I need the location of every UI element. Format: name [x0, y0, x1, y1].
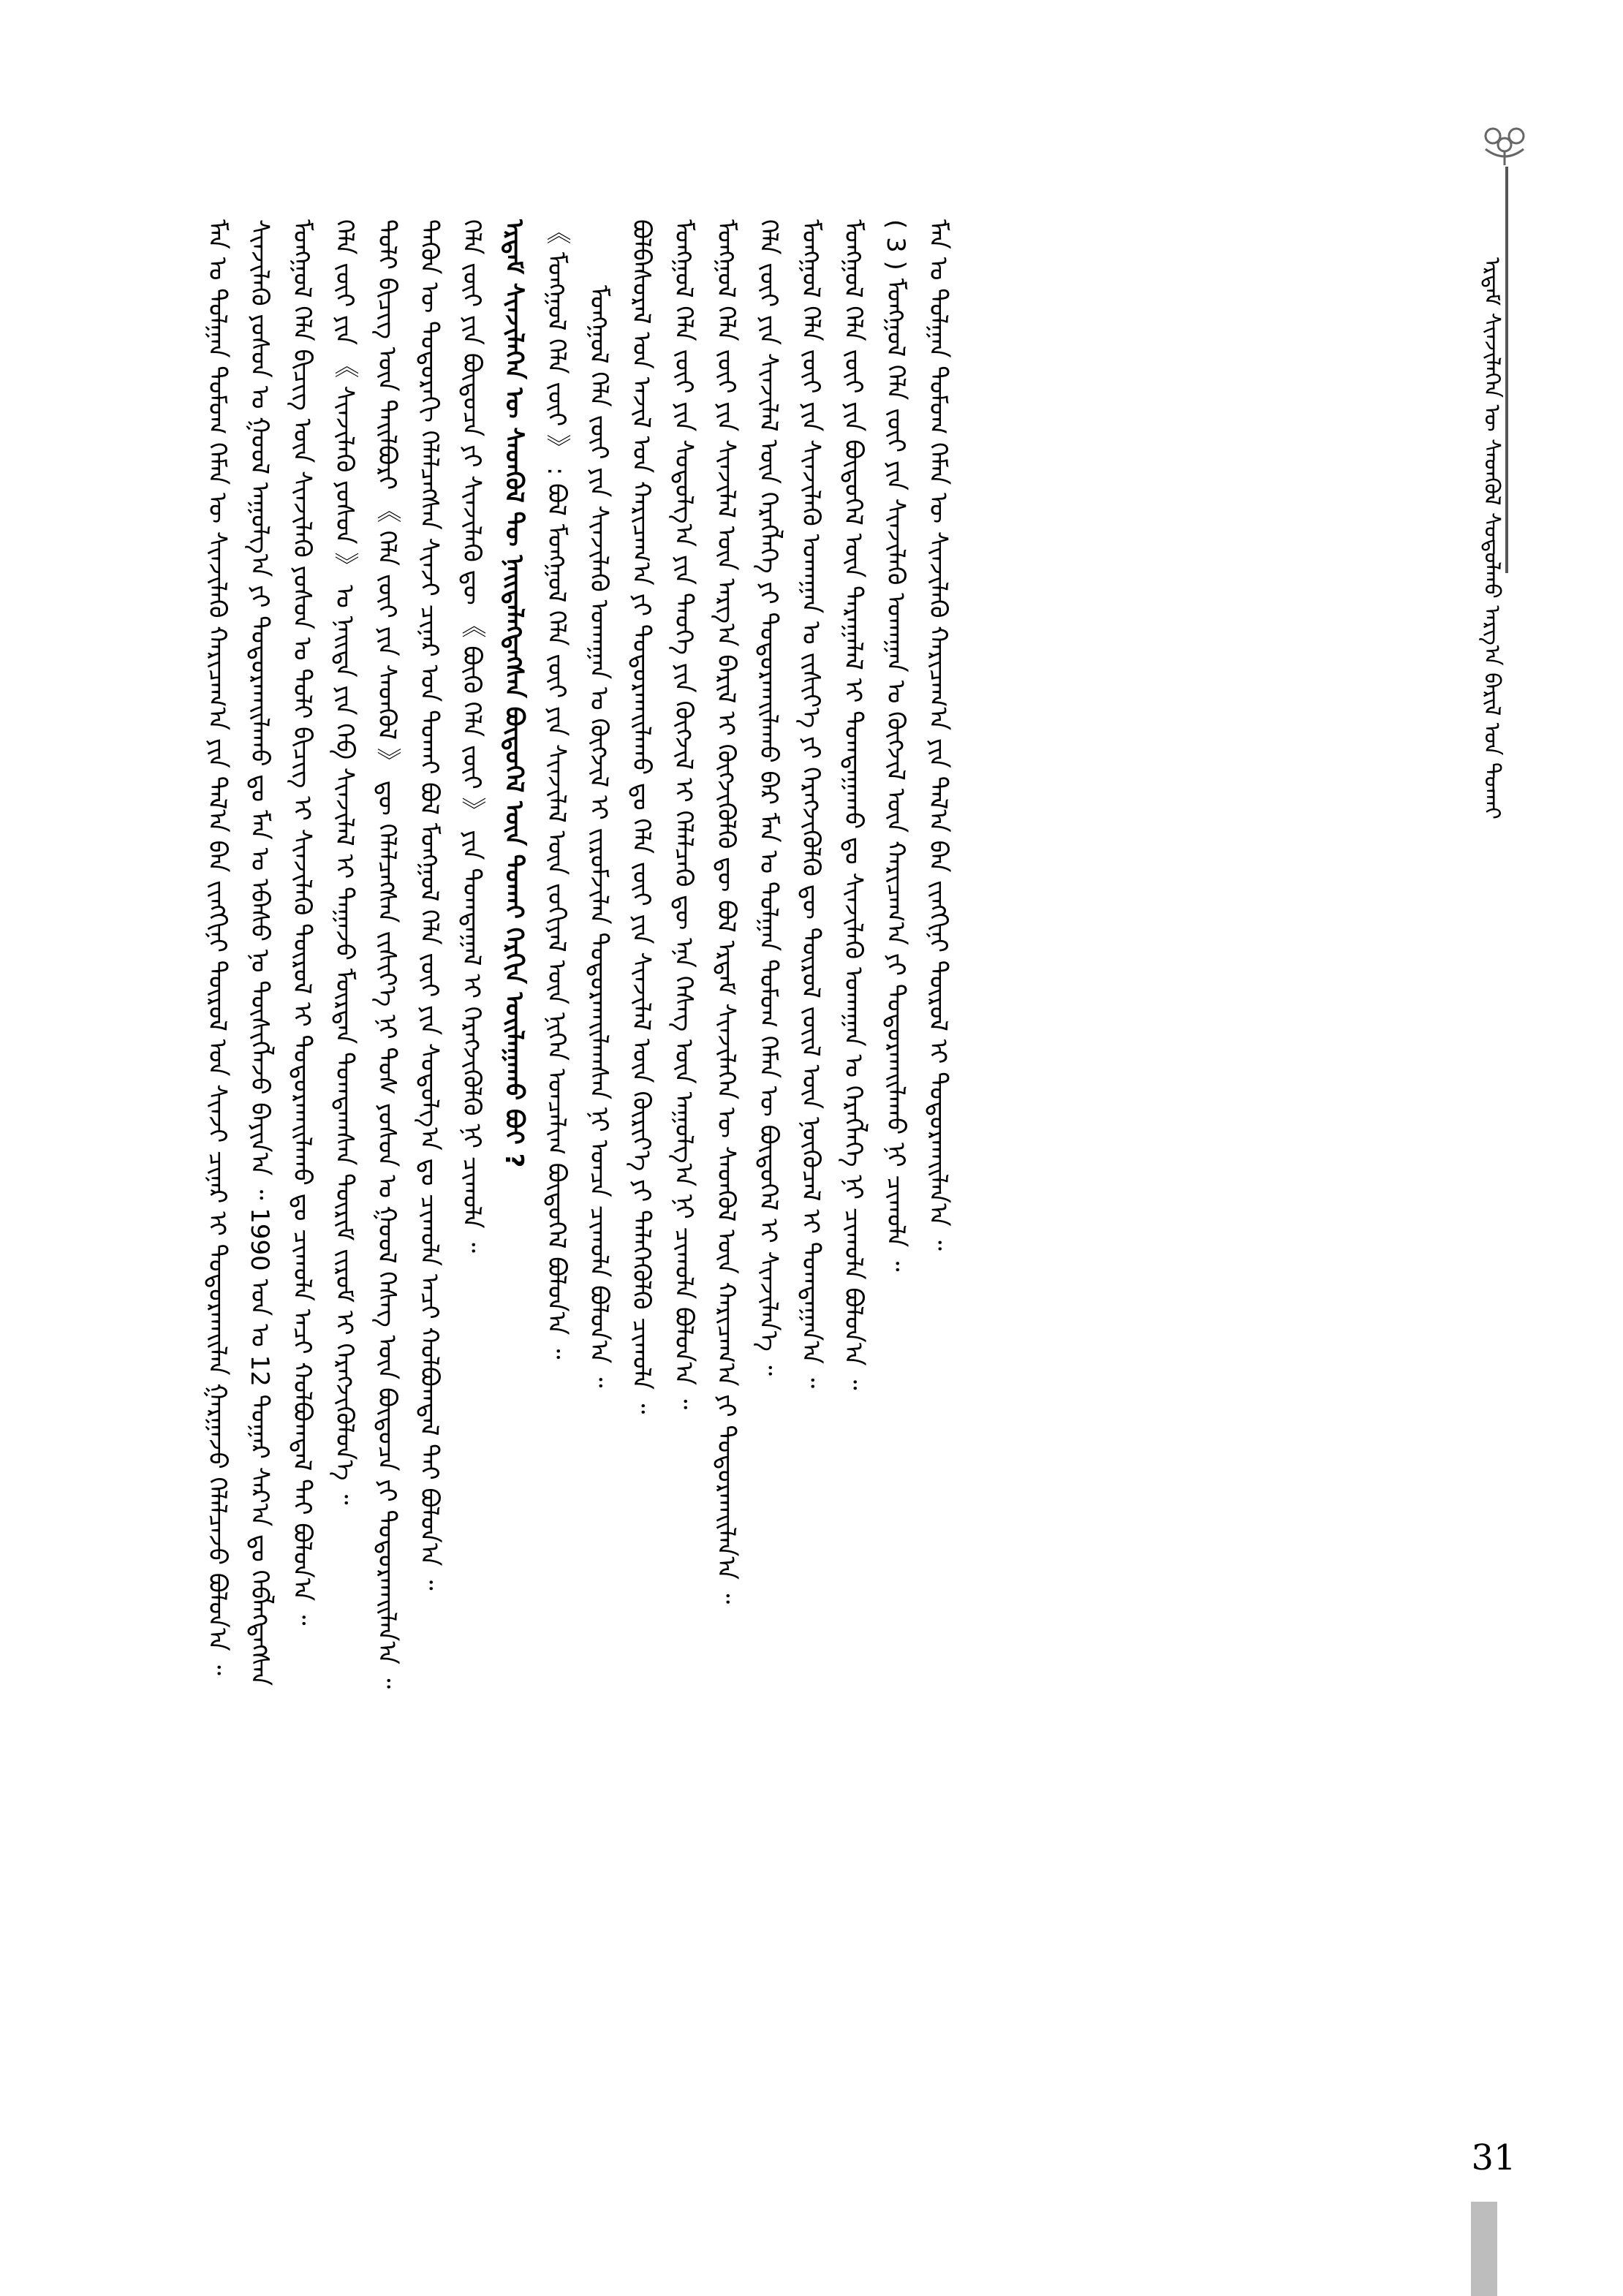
text-column: ᠮᠠᠨ ᠤ ᠲᠤᠯᠭᠠᠨ ᠳᠣᠮᠣᠭ ᠬᠡᠮᠡᠨ ᠦ ᠰᠢᠨᠵᠢᠯᠡᠬᠦ ᠬᠠᠷᠢᠴᠠᠭ᠎ᠠ ᠶᠢᠨ ᠲᠠᠯ᠎ᠠ ᠪᠠᠨ ᠵᠢᠩᠬᠢᠨᠢ ᠲᠦᠷᠦᠯ ᠢ ᠲᠣᠳᠣᠷᠬᠠᠢᠯᠠᠨ᠎ᠠ ᠃	[923, 219, 953, 1251]
body-text	[196, 219, 1468, 2061]
text-column: ᠮᠣᠩᠭᠣᠯ ᠬᠡᠯᠡ ᠵᠦᠢ ᠶᠢᠨ ᠰᠢᠨᠵᠢᠯᠡᠬᠦ ᠤᠬᠠᠭᠠᠨ ᠤ ᠵᠢᠱᠢᠶ᠎ᠡ ᠶᠢ ᠬᠡᠷᠡᠭᠵᠢᠭᠦᠯᠬᠦ ᠳᠦ ᠲᠦᠷᠦᠯ ᠵᠦᠢᠯ ᠦᠨ ᠨᠥᠬᠦᠴᠡᠯ ᠢ ᠲᠣᠭᠲᠠᠭᠠᠨ᠎ᠠ ᠃	[796, 219, 825, 1389]
text-column: ᠰᠢᠨᠵᠢᠯᠡᠬᠦ ᠶᠣᠰᠤᠨ ᠤ ᠭᠣᠣᠯ ᠠᠭᠤᠯᠭ᠎ᠠ ᠶᠢ ᠲᠣᠳᠣᠷᠬᠠᠢᠯᠠᠬᠤ ᠳᠤ ᠮᠠᠨ ᠤ ᠡᠪᠡᠰᠦ ᠨᠤ ᠲᠦᠰᠢᠭᠯᠡᠵᠦ ᠪᠠᠶᠢᠨ᠎ᠠ ᠃ 1990 ᠣᠨ ᠤ 12 ᠳᠤᠭᠠᠷ ᠰᠠᠷ᠎ᠠ ᠳᠤ ᠬᠡᠪᠯᠡᠭᠳᠡᠭᠰᠡᠨ	[245, 219, 274, 1686]
text-column: ᠮᠣᠩᠭᠣᠯ ᠬᠡᠯᠡ ᠪᠢᠴᠢᠭ ᠦᠨ ᠰᠢᠨᠵᠢᠯᠡᠬᠦ ᠶᠣᠰᠤᠨ ᠤ ᠲᠣᠯᠢ ᠪᠢᠴᠢᠭ ᠢ ᠰᠢᠨᠵᠢᠯᠡᠬᠦ ᠲᠦᠷᠦᠯ ᠢ ᠲᠣᠳᠣᠷᠬᠠᠢᠯᠠᠬᠤ ᠳᠤ ᠴᠢᠬᠤᠯᠠ ᠠᠴᠢ ᠬᠣᠯᠪᠣᠭᠳᠠᠯ ᠲᠠᠢ ᠪᠣᠯᠤᠨ᠎ᠠ ᠃	[287, 219, 317, 1626]
text-column: 《 ᠮᠣᠩᠭᠣᠯ ᠬᠡᠯᠡ ᠵᠦᠢ 》 : ᠪᠣᠯ ᠮᠣᠩᠭᠣᠯ ᠬᠡᠯᠡ ᠵᠦᠢ ᠶᠢᠨ ᠰᠢᠨᠵᠢᠯᠡᠯ ᠦᠨ ᠵᠣᠬᠢᠶᠠᠯ ᠦᠨ ᠨᠢᠭᠡᠨ ᠣᠨᠴᠠᠯᠢᠭ ᠪᠦᠲᠦᠭᠡᠯ ᠪᠣᠯᠤᠨ᠎ᠠ ᠃	[542, 219, 571, 1360]
text-column: ᠮᠣᠩᠭᠣᠯ ᠬᠡᠯᠡ ᠵᠦᠢ ᠶᠢᠨ ᠰᠢᠨᠵᠢᠯᠡᠯ ᠦᠨ ᠠᠷᠭ᠎ᠠ ᠪᠠᠷᠢᠯ ᠢ ᠬᠥᠭᠵᠢᠭᠦᠯᠬᠦ ᠳᠦ ᠪᠣᠯ ᠡᠷᠳᠡᠮ ᠰᠢᠨᠵᠢᠯᠡᠭᠡᠨ ᠦ ᠰᠡᠳᠭᠦᠯ ᠦᠨ ᠬᠠᠷᠢᠴᠠᠭ᠎ᠠ ᠶᠢ ᠲᠣᠳᠣᠷᠬᠠᠢᠯᠠᠨ᠎ᠠ ᠃	[711, 219, 741, 1604]
text-column: ᠬᠡᠯᠡ ᠵᠦᠢ ᠶᠢᠨ 《 ᠰᠢᠨᠵᠢᠯᠡᠬᠦ ᠶᠣᠰᠤᠨ 》 ᠤ ᠨᠡᠢᠲᠡ ᠶᠢᠨ ᠬᠡᠪ ᠰᠢᠨᠵᠢᠯᠡᠯ ᠢ ᠳᠠᠭᠠᠵᠤ ᠮᠥᠷᠳᠡᠨ ᠲᠣᠭᠲᠠᠭᠰᠠᠨ ᠳᠦᠷᠢᠮ ᠵᠢᠷᠤᠮ ᠢ ᠬᠡᠷᠡᠭᠵᠢᠭᠦᠯᠦᠨ᠎ᠡ ᠃	[330, 219, 359, 1505]
text-column: ᠮᠣᠩᠭᠣᠯ ᠬᠡᠯᠡ ᠵᠦᠢ ᠶᠢᠨ ᠰᠤᠳᠤᠯᠭ᠎ᠠ ᠶᠢᠨ ᠲᠡᠦᠬᠡ ᠶᠢᠨ ᠬᠥᠭᠵᠢᠯ ᠢ ᠬᠡᠯᠡᠯᠴᠡᠬᠦ ᠳᠦ ᠡᠨᠡ ᠬᠡᠰᠡᠭ ᠦᠨ ᠠᠭᠤᠯᠭ᠎ᠠ ᠨᠢ ᠴᠢᠬᠤᠯᠠ ᠪᠣᠯᠤᠨ᠎ᠠ ᠃	[669, 219, 698, 1410]
page-number: 31	[1471, 2137, 1516, 2178]
text-column: ᠲᠡᠭᠦᠨ ᠦ ᠳᠣᠲᠣᠷᠠᠬᠢ ᠬᠡᠯᠡᠯᠴᠡᠭᠰᠡᠨ ᠰᠢᠨᠵᠢ ᠴᠢᠨᠠᠷ ᠤᠨ ᠲᠤᠬᠠᠢ ᠪᠣᠯ ᠮᠣᠩᠭᠣᠯ ᠬᠡᠯᠡ ᠵᠦᠢ ᠶᠢᠨ ᠰᠤᠳᠤᠯᠭ᠎ᠠ ᠳᠤ ᠴᠢᠬᠤᠯᠠ ᠠᠴᠢ ᠬᠣᠯᠪᠣᠭᠳᠠᠯ ᠲᠠᠢ ᠪᠣᠯᠤᠨ᠎ᠠ ᠃	[415, 219, 444, 1591]
text-column: ᠪᠣᠯᠪᠠᠰᠤᠷᠠᠯ ᠤᠨ ᠠᠵᠢᠯ ᠤᠨ ᠬᠠᠷᠢᠴᠠᠭ᠎ᠠ ᠶᠢ ᠲᠣᠳᠣᠷᠬᠠᠢᠯᠠᠬᠤ ᠳᠤ ᠬᠡᠯᠡ ᠵᠦᠢ ᠶᠢᠨ ᠰᠢᠨᠵᠢᠯᠡᠯ ᠦᠨ ᠬᠦᠷᠢᠶ᠎ᠡ ᠶᠢ ᠲᠡᠯᠡᠭᠡᠭᠦᠯᠬᠦ ᠴᠢᠬᠤᠯᠠ ᠃	[627, 219, 656, 1414]
text-column: ( 3 ) ᠮᠣᠩᠭᠣᠯ ᠬᠡᠯᠡ ᠵᠦᠢ ᠶᠢᠨ ᠰᠢᠨᠵᠢᠯᠡᠬᠦ ᠤᠬᠠᠭᠠᠨ ᠤ ᠬᠥᠭᠵᠢᠯ ᠦᠨ ᠬᠠᠷᠢᠴᠠᠭ᠎ᠠ ᠶᠢ ᠲᠣᠳᠣᠷᠬᠠᠢᠯᠠᠬᠤ ᠨᠢ ᠴᠢᠬᠤᠯᠠ ᠃	[881, 219, 910, 1272]
running-head: ᠡᠷᠳᠡᠮ ᠰᠢᠨᠵᠢᠯᠡᠭᠡᠨ ᠦ ᠰᠡᠳᠭᠦᠯ ᠰᠣᠳᠤᠯᠬᠤ ᠠᠷᠭ᠎ᠠ ᠪᠠᠷᠢᠯ ᠤᠨ ᠲᠤᠬᠠᠢ	[1479, 257, 1505, 819]
text-column: ᠮᠣᠩᠭᠣᠯ ᠬᠡᠯᠡ ᠵᠦᠢ ᠶᠢᠨ ᠪᠦᠲᠦᠭᠡᠯ ᠦᠨ ᠳᠠᠷᠠᠭᠠᠯᠠᠯ ᠢ ᠲᠣᠭᠲᠠᠭᠠᠬᠤ ᠳᠤ ᠰᠢᠨᠵᠢᠯᠡᠬᠦ ᠤᠬᠠᠭᠠᠨ ᠤ ᠬᠡᠷᠡᠭᠯᠡᠭᠡ ᠨᠢ ᠴᠢᠬᠤᠯᠠ ᠪᠣᠯᠤᠨ᠎ᠠ ᠃	[839, 219, 868, 1390]
text-column: ᠬᠡᠯᠡ ᠵᠦᠢ ᠶᠢᠨ ᠪᠦᠲᠦᠴᠡ ᠶᠢ ᠰᠢᠨᠵᠢᠯᠡᠬᠦ ᠳᠦ 《 ᠪᠦᠬᠦ ᠬᠡᠯᠡ ᠵᠦᠢ 》 ᠶᠢᠨ ᠲᠣᠭᠲᠠᠭᠠᠯ ᠢ ᠬᠡᠷᠡᠭᠵᠢᠭᠦᠯᠬᠦ ᠨᠢ ᠴᠢᠬᠤᠯᠠ ᠃	[457, 219, 486, 1253]
ornament-icon	[1475, 123, 1534, 167]
paragraph-start: ᠮᠣᠩᠭᠣᠯ ᠬᠡᠯᠡ ᠵᠦᠢ ᠶᠢᠨ ᠰᠢᠨᠵᠢᠯᠡᠬᠦ ᠤᠬᠠᠭᠠᠨ ᠤ ᠬᠥᠭᠵᠢᠯ ᠢ ᠵᠢᠷᠤᠮᠵᠢᠯᠠᠨ ᠲᠣᠳᠣᠷᠬᠠᠢᠯᠠᠭᠰᠠᠨ ᠨᠢ ᠣᠨᠴᠠ ᠴᠢᠬᠤᠯᠠ ᠪᠣᠯᠤᠨ᠎ᠠ ᠃	[584, 285, 613, 1388]
text-column: ᠲᠣᠯᠢ ᠪᠢᠴᠢᠭ ᠦᠨ ᠲᠠᠢᠯᠪᠤᠷᠢ 《 ᠬᠡᠯᠡ ᠵᠦᠢ ᠶᠢᠨ ᠰᠡᠳᠬᠦᠯ 》 ᠳᠦ ᠬᠡᠯᠡᠯᠴᠡᠭᠰᠡᠨ ᠵᠢᠱᠢᠶ᠎ᠡ ᠨᠢ ᠲᠤᠰ ᠶᠣᠰᠤᠨ ᠤ ᠭᠣᠣᠯ ᠬᠡᠰᠡᠭ ᠦᠨ ᠪᠦᠲᠦᠴᠡ ᠶᠢ ᠲᠣᠳᠣᠷᠬᠠᠢᠯᠠᠨ᠎ᠠ ᠃	[372, 219, 401, 1689]
section-heading: ᠡᠷᠳᠡᠮ ᠰᠢᠨᠵᠢᠯᠡᠭᠡᠨ ᠦ ᠰᠡᠳᠭᠦᠯ ᠲᠦ ᠨᠡᠢᠲᠡᠯᠡᠭᠳᠡᠭᠰᠡᠨ ᠪᠦᠲᠦᠭᠡᠯ ᠦᠨ ᠲᠤᠬᠠᠢ ᠬᠡᠷᠬᠢᠨ ᠣᠢᠯᠠᠭᠠᠬᠤ ᠪᠤᠢ ?	[499, 219, 529, 1168]
text-column: ᠬᠡᠯᠡ ᠵᠦᠢ ᠶᠢᠨ ᠰᠢᠨᠵᠢᠯᠡᠯ ᠦᠨ ᠬᠡᠷᠡᠭᠯᠡᠭᠡ ᠶᠢ ᠲᠣᠳᠣᠷᠬᠠᠢᠯᠠᠬᠤ ᠪᠠᠷ ᠮᠠᠨ ᠤ ᠲᠤᠯᠭᠠᠨ ᠳᠣᠮᠣᠭ ᠬᠡᠮᠡᠨ ᠦ ᠪᠦᠲᠦᠭᠡᠯ ᠢ ᠰᠢᠨᠵᠢᠯᠡᠨ᠎ᠡ ᠃	[754, 219, 783, 1376]
page-edge-bar	[1471, 2202, 1497, 2296]
text-column: ᠮᠠᠨ ᠤ ᠲᠤᠯᠭᠠᠨ ᠳᠣᠮᠣᠭ ᠬᠡᠮᠡᠨ ᠦ ᠰᠢᠨᠵᠢᠯᠡᠬᠦ ᠬᠠᠷᠢᠴᠠᠭ᠎ᠠ ᠶᠢᠨ ᠲᠠᠯ᠎ᠠ ᠪᠠᠨ ᠵᠢᠩᠬᠢᠨᠢ ᠲᠦᠷᠦᠯ ᠤᠨ ᠰᠢᠨᠵᠢ ᠴᠢᠨᠠᠷ ᠢ ᠲᠣᠳᠣᠷᠬᠠᠢᠯᠠᠨ ᠭᠠᠷᠭᠠᠵᠤ ᠬᠡᠯᠡᠯᠴᠡᠵᠦ ᠪᠣᠯᠤᠨ᠎ᠠ ᠃	[203, 219, 232, 1675]
